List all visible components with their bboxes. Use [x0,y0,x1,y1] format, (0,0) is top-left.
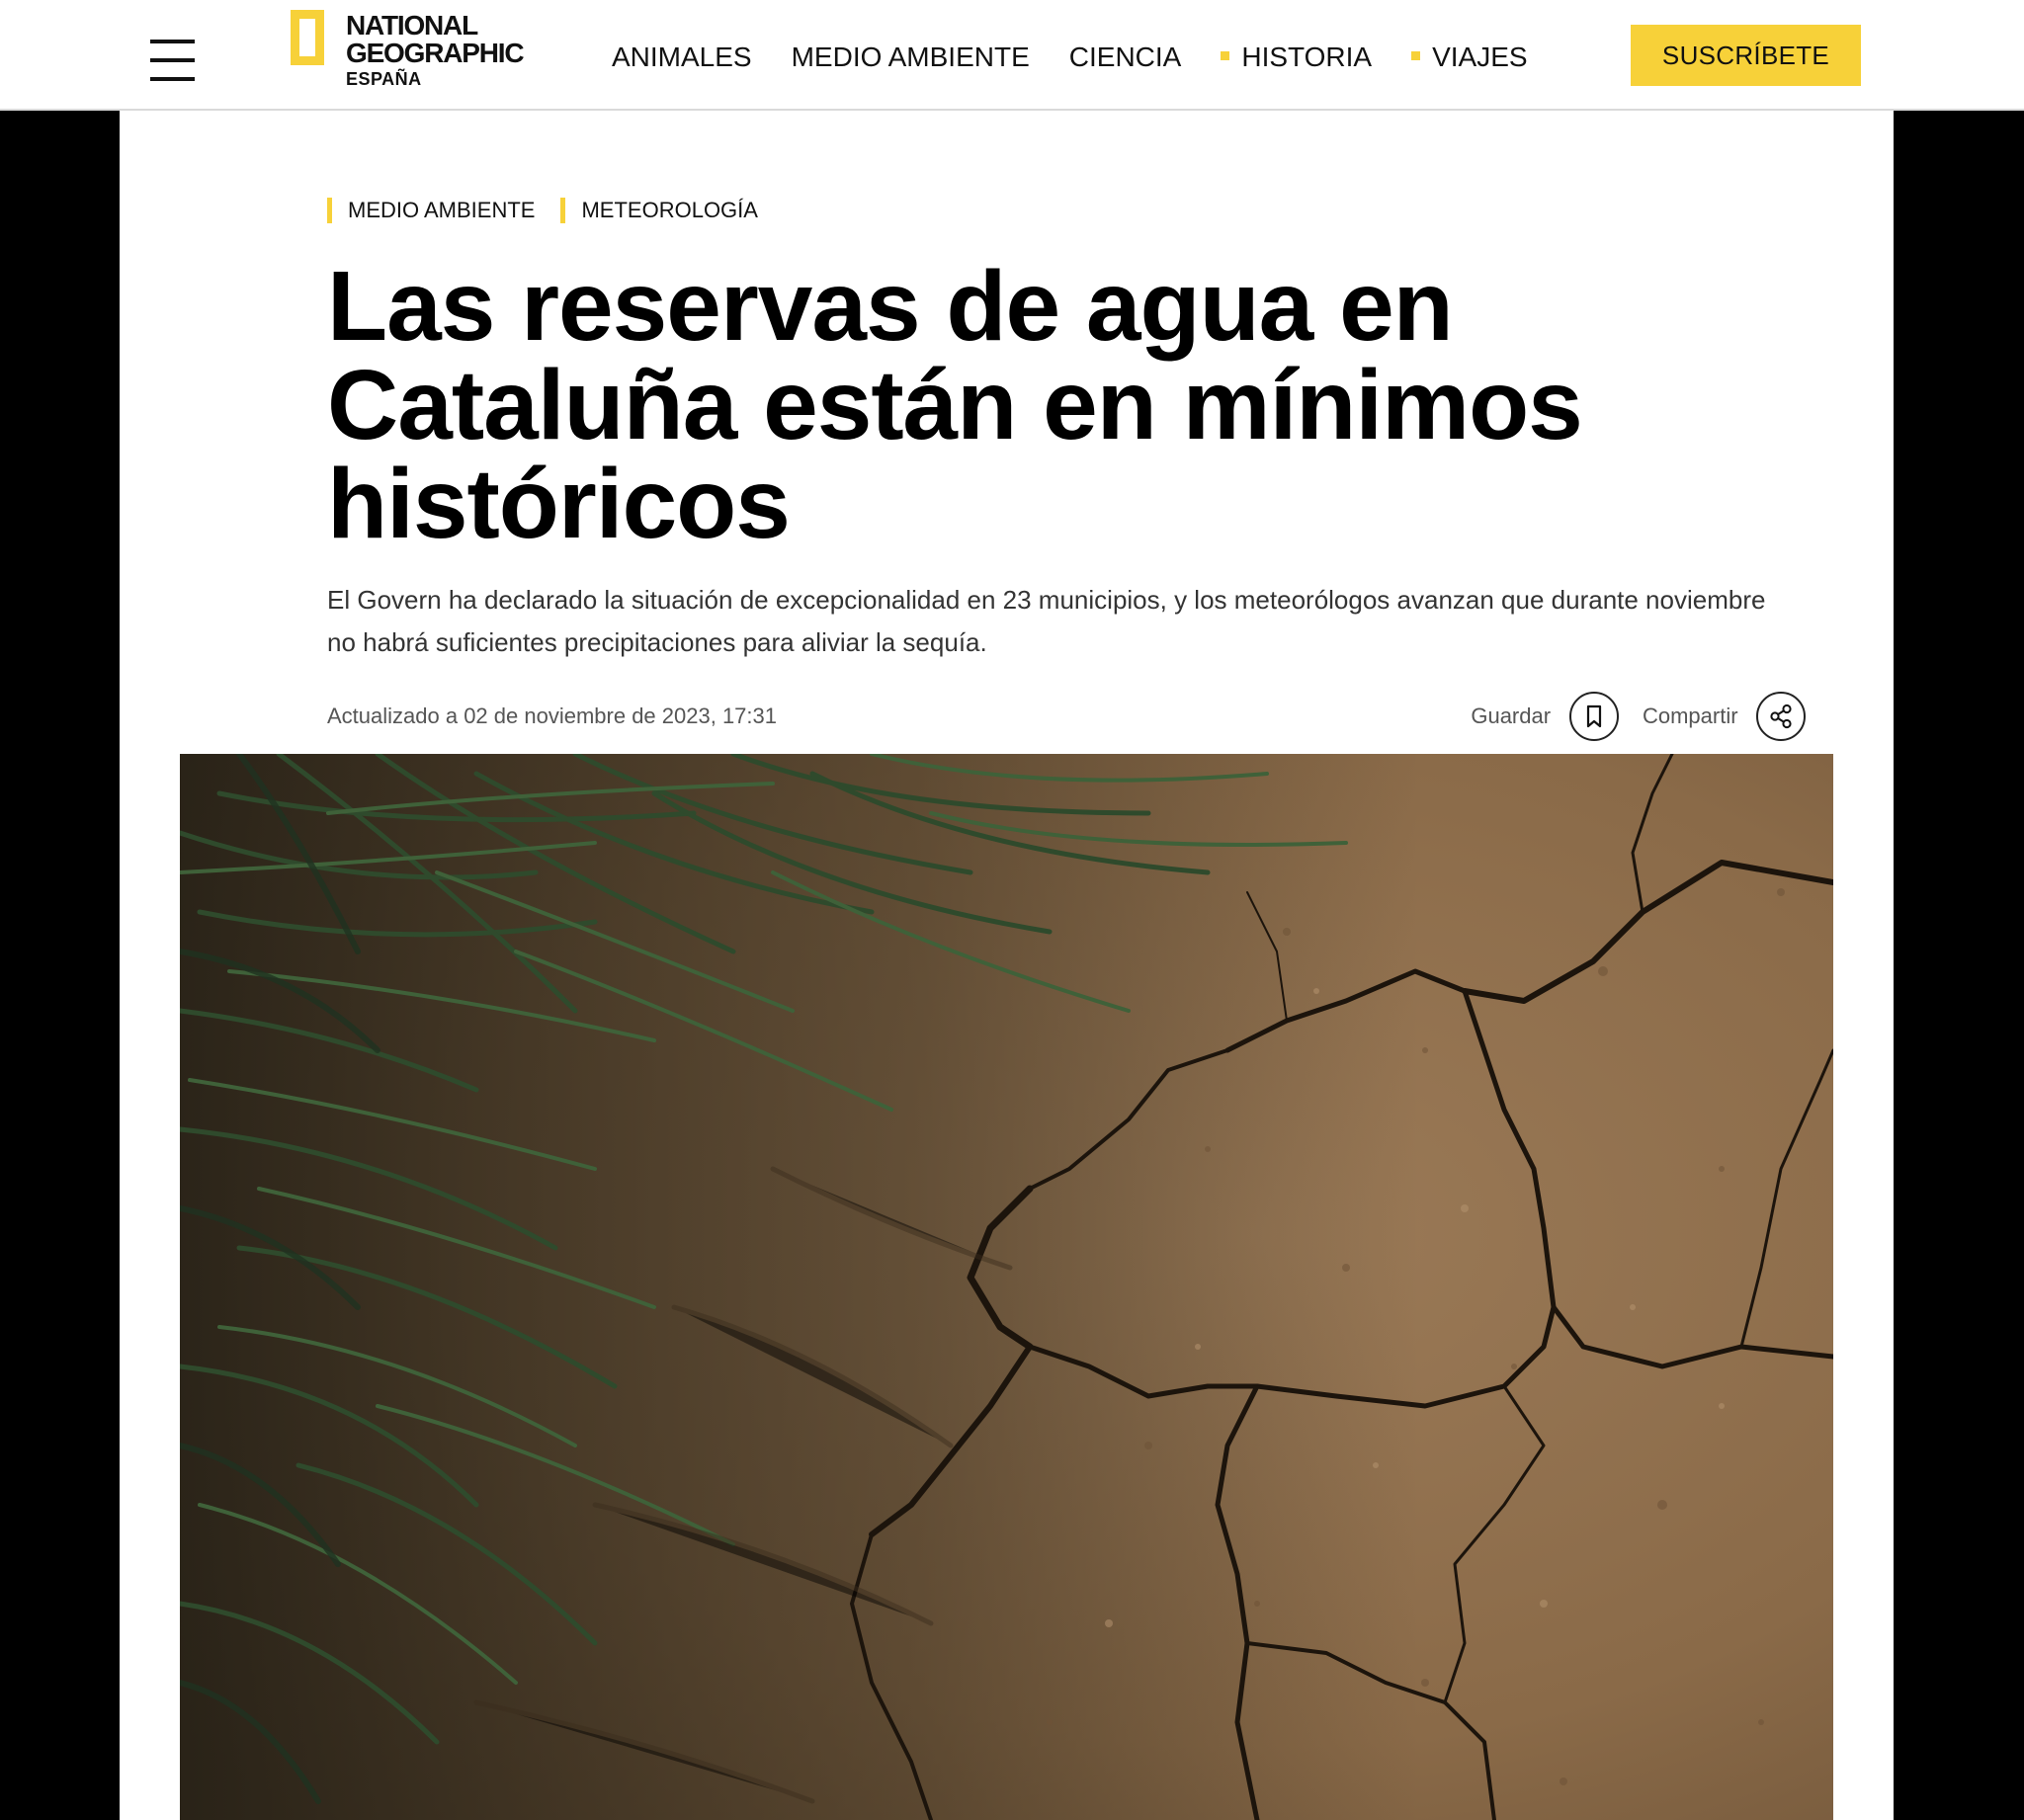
nav-item-historia[interactable] [1221,40,1372,75]
article-tags [327,198,784,223]
yellow-square-icon [1411,51,1420,60]
nav-item-label: HISTORIA [1241,41,1373,72]
save-button[interactable] [1471,692,1618,741]
nav-item-animales[interactable] [612,40,752,75]
share-button[interactable] [1643,692,1806,741]
hamburger-menu-icon[interactable] [148,38,198,83]
yellow-frame-icon [291,10,324,65]
menu-bar [150,40,195,43]
site-header [0,0,2024,111]
logo-line-country: ESPAÑA [346,69,422,89]
nav-item-label: ANIMALES [612,41,752,72]
menu-bar [150,58,195,62]
share-label: Compartir [1642,703,1738,728]
hero-image-art [180,754,1833,1820]
nav-item-label: CIENCIA [1068,41,1182,72]
logo-line-geographic: GEOGRAPHIC [346,38,524,68]
logo-wordmark [346,12,523,89]
article-dek: El Govern ha declarado la situación de excepcionalidad en 23 municipios, y los meteorólogos avanzan que durante noviembre no habrá suficientes precipitaciones para aliviar la sequía. [327,585,1766,657]
nav-item-ciencia[interactable] [1069,40,1182,75]
article-headline: Las reservas de agua en Cataluña están en mínimos históricos [327,251,1582,559]
menu-bar [150,77,195,81]
main-nav [612,40,1567,79]
nav-item-label: MEDIO AMBIENTE [791,41,1030,72]
nav-item-medio-ambiente[interactable] [792,40,1030,75]
save-label: Guardar [1471,703,1552,728]
updated-date: Actualizado a 02 de noviembre de 2023, 17:31 [327,703,777,728]
subscribe-button[interactable]: SUSCRÍBETE [1631,25,1861,86]
article-actions [1471,692,1806,741]
tag-medio-ambiente[interactable]: MEDIO AMBIENTE [327,198,535,223]
yellow-square-icon [1221,51,1229,60]
tag-meteorologia[interactable]: METEOROLOGÍA [560,198,757,223]
bookmark-icon [1569,692,1619,741]
logo-line-national: NATIONAL [346,10,477,41]
nav-item-viajes[interactable] [1411,40,1527,75]
article-card [120,111,1894,1820]
article-meta [327,692,1806,741]
share-icon [1756,692,1806,741]
natgeo-logo[interactable] [291,8,528,95]
hero-image-cracked-earth [180,754,1833,1820]
nav-item-label: VIAJES [1432,41,1528,72]
